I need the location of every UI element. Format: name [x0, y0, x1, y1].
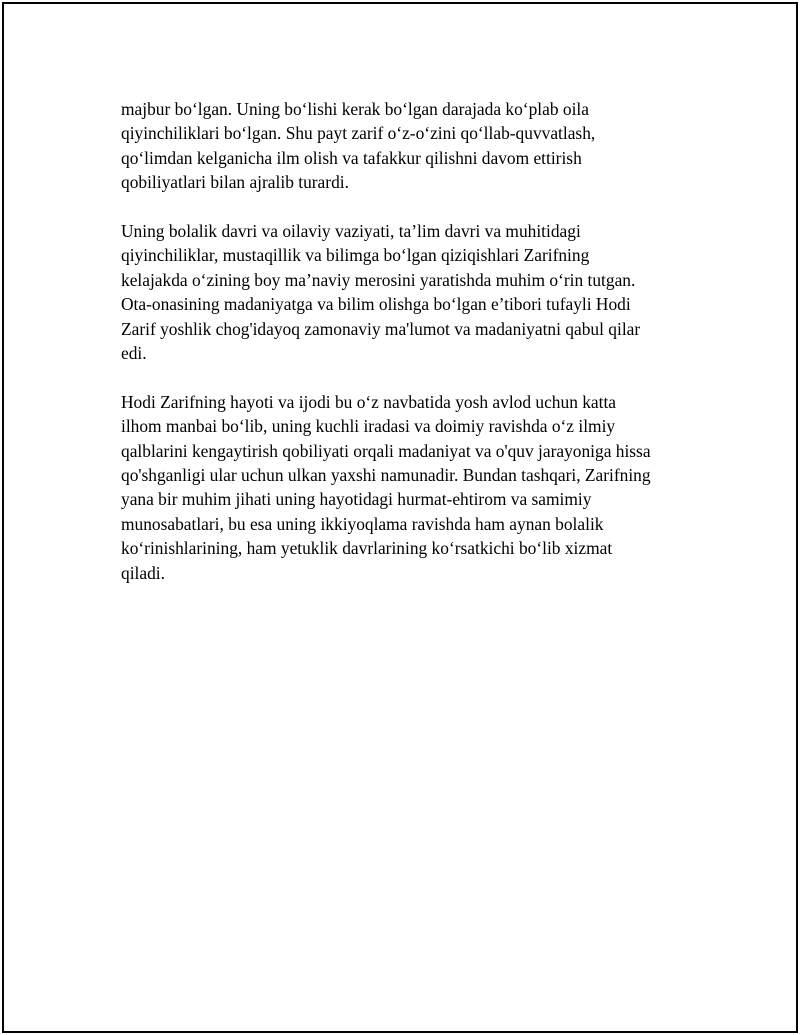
- document-body: [121, 97, 706, 585]
- paragraph-3: Hodi Zarifning hayoti va ijodi bu o‘z navbatida yosh avlod uchun katta ilhom manbai bo‘lib, uning kuchli iradasi va doimiy ravishda o‘z ilmiy qalblarini kengaytirish qobiliyati orqali madaniyat va o'quv jarayoniga hissa qo'shganligi ular uchun ulkan yaxshi namunadir. Bundan tashqari, Zarifning yana bir muhim jihati uning hayotidagi hurmat-ehtirom va samimiy munosabatlari, bu esa uning ikkiyoqlama ravishda ham aynan bolalik ko‘rinishlarining, ham yetuklik davrlarining ko‘rsatkichi bo‘lib xizmat qiladi.: [121, 391, 651, 583]
- paragraph-2: Uning bolalik davri va oilaviy vaziyati, ta’lim davri va muhitidagi qiyinchiliklar, mustaqillik va bilimga bo‘lgan qiziqishlari Zarifning kelajakda o‘zining boy ma’naviy merosini yaratishda muhim o‘rin tutgan. Ota-onasining madaniyatga va bilim olishga bo‘lgan e’tibori tufayli Hodi Zarif yoshlik chog'idayoq zamonaviy ma'lumot va madaniyatni qabul qilar edi.: [121, 221, 641, 364]
- paragraph-1: majbur bo‘lgan. Uning bo‘lishi kerak bo‘lgan darajada ko‘plab oila qiyinchiliklari bo‘lgan. Shu payt zarif o‘z-o‘zini qo‘llab-quvvatlash, qo‘limdan kelganicha ilm olish va tafakkur qilishni davom ettirish qobiliyatlari bilan ajralib turardi.: [121, 99, 596, 193]
- page-frame: [2, 2, 798, 1033]
